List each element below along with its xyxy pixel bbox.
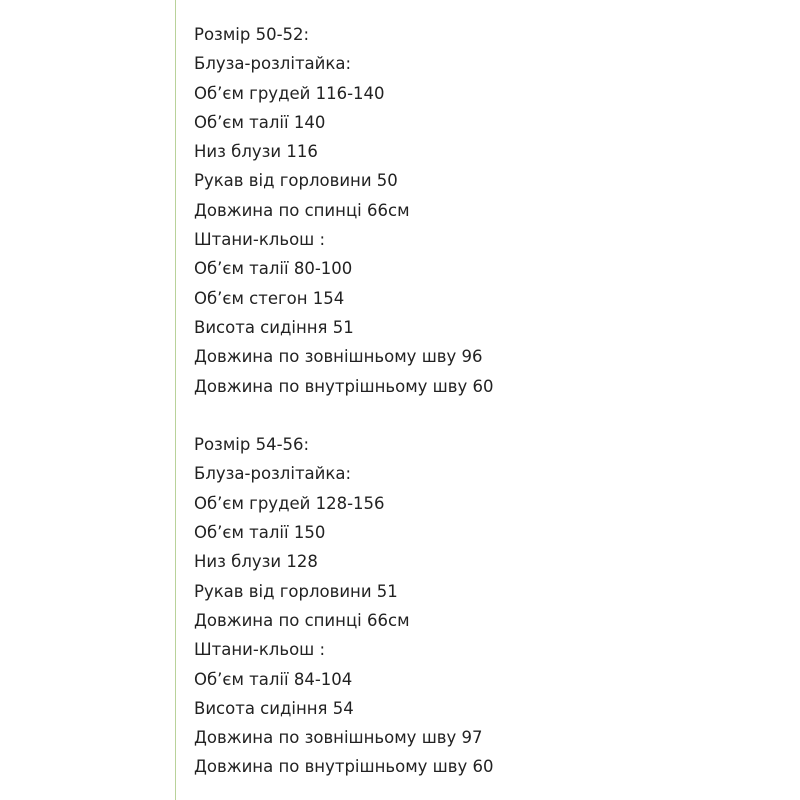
line-item: Штани-кльош : (194, 640, 326, 660)
line-item: Довжина по внутрішньому шву 60 (194, 757, 494, 777)
size-section-50-52 (194, 20, 494, 401)
line-item: Об’єм грудей 116-140 (194, 83, 385, 103)
line-item: Блуза-розлітайка: (194, 54, 352, 74)
line-item: Довжина по спинці 66см (194, 610, 410, 630)
line-item: Об’єм талії 140 (194, 112, 326, 132)
line-item: Довжина по спинці 66см (194, 200, 410, 220)
line-item: Висота сидіння 54 (194, 698, 354, 718)
line-item: Об’єм грудей 128-156 (194, 493, 385, 513)
line-item: Довжина по внутрішньому шву 60 (194, 376, 494, 396)
section-title: Розмір 50-52: (194, 25, 310, 44)
line-item: Низ блузи 128 (194, 552, 318, 572)
line-item: Рукав від горловини 50 (194, 171, 398, 191)
line-item: Висота сидіння 51 (194, 317, 354, 337)
size-section-54-56 (194, 430, 494, 782)
line-item: Об’єм талії 80-100 (194, 259, 353, 279)
vertical-divider (175, 0, 176, 800)
line-item: Об’єм талії 84-104 (194, 669, 353, 689)
section-title: Розмір 54-56: (194, 435, 310, 455)
line-item: Об’єм стегон 154 (194, 288, 345, 308)
line-item: Довжина по зовнішньому шву 97 (194, 728, 483, 748)
line-item: Рукав від горловини 51 (194, 581, 398, 601)
line-item: Об’єм талії 150 (194, 523, 326, 543)
line-item: Блуза-розлітайка: (194, 464, 352, 484)
line-item: Низ блузи 116 (194, 142, 318, 162)
line-item: Штани-кльош : (194, 230, 326, 250)
size-chart-text (194, 20, 494, 782)
line-item: Довжина по зовнішньому шву 96 (194, 347, 483, 367)
